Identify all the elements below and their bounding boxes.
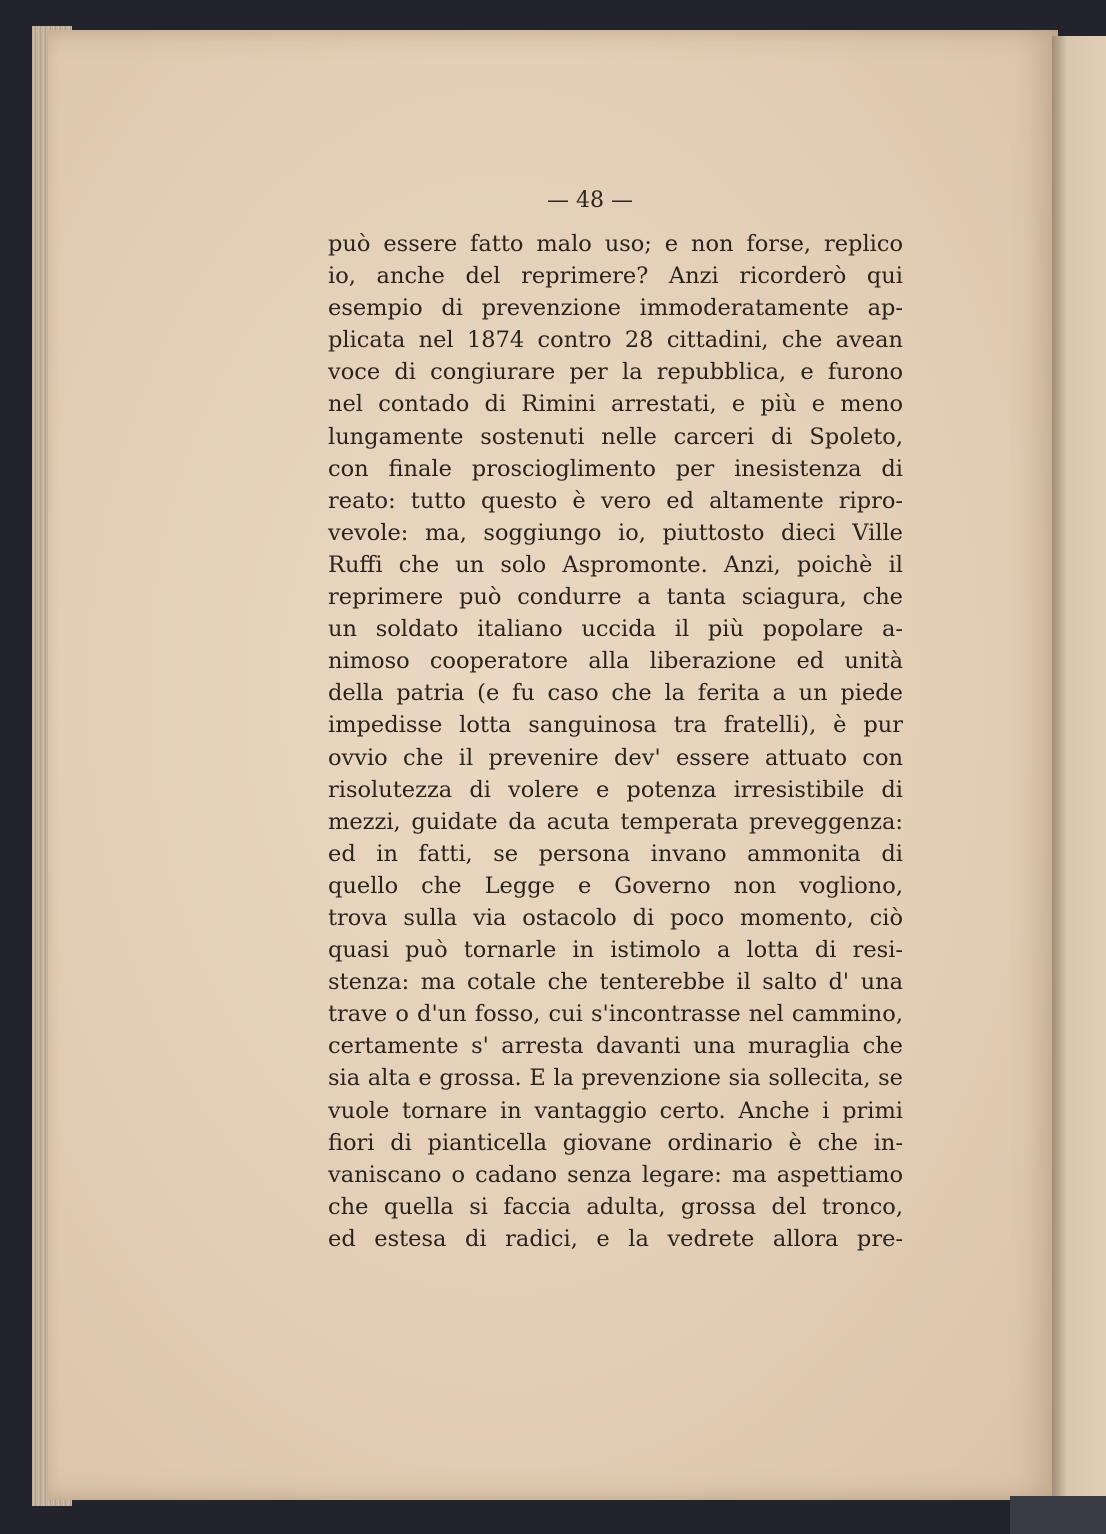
text-line: io, anche del reprimere? Anzi ricorderò qui xyxy=(328,263,903,290)
facing-page-edge xyxy=(1052,36,1106,1506)
text-line: nimoso cooperatore alla liberazione ed unità xyxy=(328,648,903,675)
text-line: plicata nel 1874 contro 28 cittadini, che avean xyxy=(328,327,903,354)
text-line: voce di congiurare per la repubblica, e furono xyxy=(328,359,903,386)
text-line: stenza: ma cotale che tenterebbe il salto d' una xyxy=(328,969,903,996)
text-line: ed in fatti, se persona invano ammonita di xyxy=(328,840,903,867)
text-line: ovvio che il prevenire dev' essere attuato con xyxy=(328,744,903,771)
text-line: può essere fatto malo uso; e non forse, replico xyxy=(328,231,903,257)
text-line: reato: tutto questo è vero ed altamente ripro- xyxy=(328,487,903,514)
text-line: nel contado di Rimini arrestati, e più e meno xyxy=(328,391,903,418)
text-line: lungamente sostenuti nelle carceri di Spoleto, xyxy=(328,423,903,450)
body-text xyxy=(328,228,903,1255)
text-line: certamente s' arresta davanti una muraglia che xyxy=(328,1033,903,1060)
text-line: vuole tornare in vantaggio certo. Anche i primi xyxy=(328,1097,903,1124)
text-line: mezzi, guidate da acuta temperata preveggenza: xyxy=(328,808,903,835)
text-line: trave o d'un fosso, cui s'incontrasse nel cammino, xyxy=(328,1001,903,1028)
text-line: esempio di prevenzione immoderatamente ap- xyxy=(328,295,903,322)
text-line: sia alta e grossa. E la prevenzione sia sollecita, se xyxy=(328,1065,903,1092)
page-number: — 48 — xyxy=(547,188,633,213)
text-line: quasi può tornarle in istimolo a lotta di resi- xyxy=(328,937,903,964)
text-line: reprimere può condurre a tanta sciagura, che xyxy=(328,584,903,611)
text-line: della patria (e fu caso che la ferita a un piede xyxy=(328,680,903,707)
text-line: impedisse lotta sanguinosa tra fratelli), è pur xyxy=(328,712,903,739)
text-line: un soldato italiano uccida il più popolare a- xyxy=(328,616,903,643)
text-line: Ruffi che un solo Aspromonte. Anzi, poichè il xyxy=(328,551,903,578)
text-line: vaniscano o cadano senza legare: ma aspettiamo xyxy=(328,1161,903,1188)
text-line: vevole: ma, soggiungo io, piuttosto dieci Ville xyxy=(328,519,903,546)
text-line: fiori di pianticella giovane ordinario è che in- xyxy=(328,1129,903,1156)
text-line: risolutezza di volere e potenza irresistibile di xyxy=(328,776,903,803)
text-line: trova sulla via ostacolo di poco momento, ciò xyxy=(328,904,903,931)
text-line: che quella si faccia adulta, grossa del tronco, xyxy=(328,1193,903,1220)
background-strip xyxy=(1010,1496,1106,1534)
text-line: ed estesa di radici, e la vedrete allora pre- xyxy=(328,1225,903,1252)
text-line: quello che Legge e Governo non vogliono, xyxy=(328,872,903,899)
text-line: con finale proscioglimento per inesistenza di xyxy=(328,455,903,482)
